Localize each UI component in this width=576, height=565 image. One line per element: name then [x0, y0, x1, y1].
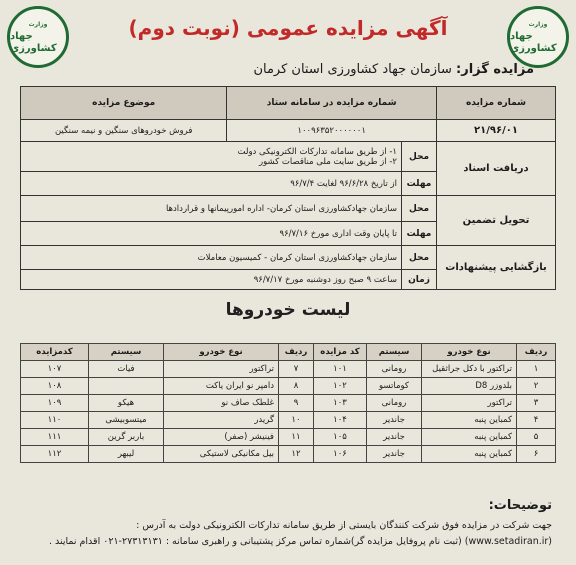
- vehicle-cell: ۱۱۱: [21, 429, 89, 446]
- vehicle-cell: ۶: [517, 446, 556, 463]
- vehicle-cell: کوماتسو: [367, 378, 422, 395]
- vehicle-cell: ۲: [517, 378, 556, 395]
- setad-number: ۱۰۰۹۶۳۵۲۰۰۰۰۰۰۱: [227, 120, 437, 142]
- row-label: محل: [402, 142, 437, 172]
- vehicle-cell: دامپر نو ایران یاکت: [164, 378, 279, 395]
- vehicle-cell: ۴: [517, 412, 556, 429]
- vehicle-cell: ۱۰۸: [21, 378, 89, 395]
- auction-subject: فروش خودروهای سنگین و نیمه سنگین: [21, 120, 227, 142]
- header-auction-subject: موضوع مزایده: [21, 87, 227, 120]
- vehicle-cell: ۱۰: [279, 412, 314, 429]
- row-value: سازمان جهادکشاورزی استان کرمان- اداره امورپیمانها و قراردادها: [21, 196, 402, 222]
- vehicle-cell: ۱۱۰: [21, 412, 89, 429]
- vehicle-list-title: لیست خودروها: [225, 300, 351, 320]
- organizer-label: مزایده گزار:: [456, 62, 534, 77]
- vehicle-cell: ۹: [279, 395, 314, 412]
- vehicle-cell: ۵: [517, 429, 556, 446]
- row-label: مهلت: [402, 172, 437, 196]
- vehicle-cell: ۱۰۳: [314, 395, 367, 412]
- vehicle-row: [21, 429, 556, 446]
- vehicle-cell: تراکتور: [164, 361, 279, 378]
- header-setad-number: شماره مزایده در سامانه ستاد: [227, 87, 437, 120]
- row-label: محل: [402, 196, 437, 222]
- col-header: کد مزایده: [314, 344, 367, 361]
- vehicle-cell: گریدر: [164, 412, 279, 429]
- note-line: (www.setadiran.ir) (ثبت نام پروفایل مزایده گر)شماره تماس مرکز پشتیبانی و راهبری سامانه : ۲۷۳۱۳۱۳۱-۰۲۱ اقدام نمایند .: [48, 536, 552, 547]
- col-header: نوع خودرو: [422, 344, 517, 361]
- vehicle-header-row: [21, 344, 556, 361]
- row-value: ساعت ۹ صبح روز دوشنبه مورخ ۹۶/۷/۱۷: [21, 270, 402, 290]
- page-title: آگهی مزایده عمومی (نوبت دوم): [128, 16, 448, 40]
- jahad-keshavarzi-logo: [7, 6, 69, 68]
- organizer-name: سازمان جهاد کشاورزی استان کرمان: [253, 62, 452, 77]
- row-label: مهلت: [402, 222, 437, 246]
- notes-title: توضیحات:: [488, 498, 552, 513]
- vehicle-cell: ۱۰۹: [21, 395, 89, 412]
- vehicle-cell: رومانی: [367, 395, 422, 412]
- vehicle-row: [21, 446, 556, 463]
- vehicle-cell: ۱۱: [279, 429, 314, 446]
- vehicle-cell: ۷: [279, 361, 314, 378]
- auction-info-table: [20, 86, 556, 290]
- vehicle-cell: تراکتور: [422, 395, 517, 412]
- vehicle-cell: تراکتور با دکل جراثقیل: [422, 361, 517, 378]
- col-header: ردیف: [279, 344, 314, 361]
- row-line: ۲- از طریق سایت ملی مناقصات کشور: [259, 156, 397, 167]
- row-line: ۱- از طریق سامانه تدارکات الکترونیکی دولت: [237, 146, 397, 157]
- vehicle-table: [20, 343, 556, 463]
- vehicle-cell: لیبهر: [89, 446, 164, 463]
- row-value: [21, 142, 402, 172]
- vehicle-cell: ۸: [279, 378, 314, 395]
- header-auction-number: شماره مزایده: [437, 87, 556, 120]
- col-header: نوع خودرو: [164, 344, 279, 361]
- vehicle-row: [21, 378, 556, 395]
- table-row: [21, 142, 556, 172]
- vehicle-cell: بیل مکانیکی لاستیکی: [164, 446, 279, 463]
- row-value: از تاریخ ۹۶/۶/۲۸ لغایت ۹۶/۷/۴: [21, 172, 402, 196]
- vehicle-cell: جاندیر: [367, 446, 422, 463]
- auction-number: ۲۱/۹۶/۰۱: [437, 120, 556, 142]
- section-title: تحویل تضمین: [437, 196, 556, 246]
- vehicle-cell: کمباین پنبه: [422, 446, 517, 463]
- vehicle-cell: کمباین پنبه: [422, 429, 517, 446]
- col-header: ردیف: [517, 344, 556, 361]
- vehicle-cell: ۱۰۶: [314, 446, 367, 463]
- vehicle-cell: فینیشر (صفر): [164, 429, 279, 446]
- row-value: تا پایان وقت اداری مورخ ۹۶/۷/۱۶: [21, 222, 402, 246]
- vehicle-cell: هیکو: [89, 395, 164, 412]
- vehicle-cell: [89, 378, 164, 395]
- vehicle-cell: فیات: [89, 361, 164, 378]
- vehicle-cell: ۱۰۷: [21, 361, 89, 378]
- section-title: بازگشایی پیشنهادات: [437, 246, 556, 290]
- vehicle-row: [21, 361, 556, 378]
- vehicle-cell: میتسوبیشی: [89, 412, 164, 429]
- vehicle-cell: جاندیر: [367, 412, 422, 429]
- logo-small-text: وزارت: [28, 21, 48, 28]
- vehicle-cell: ۱۱۲: [21, 446, 89, 463]
- vehicle-cell: کمباین پنبه: [422, 412, 517, 429]
- table-row: [21, 196, 556, 222]
- vehicle-cell: ۱۰۱: [314, 361, 367, 378]
- table-header-row: [21, 87, 556, 120]
- row-value: سازمان جهادکشاورزی استان کرمان - کمیسیون معاملات: [21, 246, 402, 270]
- col-header: سیستم: [367, 344, 422, 361]
- vehicle-row: [21, 412, 556, 429]
- organizer-line: [253, 62, 534, 77]
- vehicle-cell: رومانی: [367, 361, 422, 378]
- row-label: محل: [402, 246, 437, 270]
- vehicle-row: [21, 395, 556, 412]
- section-title: دریافت اسناد: [437, 142, 556, 196]
- vehicle-cell: غلطک صاف نو: [164, 395, 279, 412]
- logo-small-text: وزارت: [528, 21, 548, 28]
- vehicle-cell: ۱۰۵: [314, 429, 367, 446]
- col-header: کدمزایده: [21, 344, 89, 361]
- vehicle-cell: ۱۲: [279, 446, 314, 463]
- vehicle-cell: جاندیر: [367, 429, 422, 446]
- vehicle-cell: ۱۰۴: [314, 412, 367, 429]
- table-row: [21, 120, 556, 142]
- vehicle-cell: باربر گرین: [89, 429, 164, 446]
- jahad-keshavarzi-logo: [507, 6, 569, 68]
- col-header: سیستم: [89, 344, 164, 361]
- logo-text: جهاد کشاورزی: [10, 31, 57, 54]
- logo-text: جهاد کشاورزی: [510, 31, 557, 54]
- vehicle-cell: ۱۰۲: [314, 378, 367, 395]
- row-label: زمان: [402, 270, 437, 290]
- vehicle-cell: ۳: [517, 395, 556, 412]
- note-line: جهت شرکت در مزایده فوق شرکت کنندگان بایستی از طریق سامانه تدارکات الکترونیکی دولت به آدرس :: [136, 520, 552, 531]
- table-row: [21, 246, 556, 270]
- vehicle-cell: ۱: [517, 361, 556, 378]
- vehicle-cell: بلدوزر D8: [422, 378, 517, 395]
